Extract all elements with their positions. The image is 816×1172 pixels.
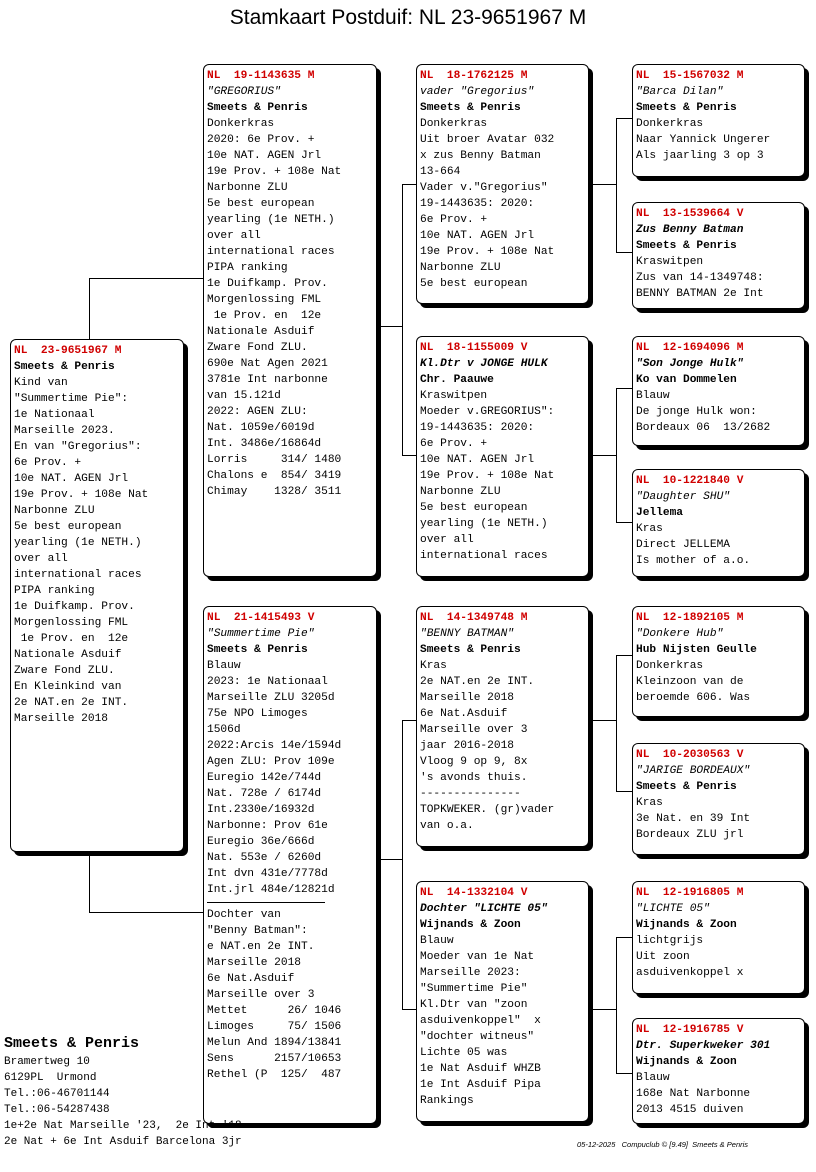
card-line: 3781e Int narbonne: [207, 374, 328, 386]
connector: [616, 252, 632, 253]
card-line: Kras: [636, 523, 663, 535]
card-line: Int. 3486e/16864d: [207, 438, 322, 450]
card-owner: Smeets & Penris: [636, 781, 737, 793]
card-owner: Jellema: [636, 507, 683, 519]
card-line: x zus Benny Batman: [420, 150, 541, 162]
pigeon-name: Kl.Dtr v JONGE HULK: [420, 358, 548, 370]
card-line: 2013 4515 duiven: [636, 1104, 744, 1116]
card-line: Sens 2157/10653: [207, 1053, 342, 1065]
card-line: Kleinzoon van de: [636, 676, 744, 688]
card-line: 1e Nationaal: [14, 409, 95, 421]
ring-number: NL 18-1155009 V: [420, 342, 528, 354]
connector: [589, 1009, 617, 1010]
card-line: 2022: AGEN ZLU:: [207, 406, 308, 418]
card-line: Agen ZLU: Prov 109e: [207, 756, 335, 768]
card-line: 5e best european: [207, 198, 315, 210]
connector: [616, 522, 632, 523]
card-line: international races: [420, 550, 548, 562]
card-line: Morgenlossing FML: [207, 294, 322, 306]
card-line: Vloog 9 op 9, 8x: [420, 756, 528, 768]
card-line: Kras: [636, 797, 663, 809]
card-line: Moeder v.GREGORIUS":: [420, 406, 555, 418]
card-line: Chimay 1328/ 3511: [207, 486, 342, 498]
card-line: Marseille 2018: [207, 957, 301, 969]
connector: [377, 326, 403, 327]
card-line: over all: [420, 534, 474, 546]
card-line: Uit zoon: [636, 951, 690, 963]
card-line: 5e best european: [14, 521, 122, 533]
card-line: Mettet 26/ 1046: [207, 1005, 342, 1017]
ring-number: NL 10-2030563 V: [636, 749, 744, 761]
card-line: 10e NAT. AGEN Jrl: [420, 230, 535, 242]
pigeon-card-mother-mother[interactable]: [416, 881, 589, 1122]
card-line: Kras: [420, 660, 447, 672]
card-line: yearling (1e NETH.): [420, 518, 548, 530]
card-line: 's avonds thuis.: [420, 772, 528, 784]
card-line: Zware Fond ZLU.: [14, 665, 115, 677]
card-line: Zus van 14-1349748:: [636, 272, 764, 284]
card-line: 6e Nat.Asduif: [420, 708, 508, 720]
ring-number: NL 14-1349748 M: [420, 612, 528, 624]
card-line: Nationale Asduif: [207, 326, 315, 338]
card-line: asduivenkoppel x: [636, 967, 744, 979]
card-line: international races: [207, 246, 335, 258]
page-title: Stamkaart Postduif: NL 23-9651967 M: [229, 6, 587, 29]
pigeon-name: vader "Gregorius": [420, 86, 535, 98]
card-line: Donkerkras: [207, 118, 275, 130]
connector: [616, 1073, 632, 1074]
card-line: Narbonne ZLU: [14, 505, 95, 517]
connector: [402, 1009, 416, 1010]
card-owner: Hub Nijsten Geulle: [636, 644, 757, 656]
ring-number: NL 12-1892105 M: [636, 612, 744, 624]
breeder-line: Tel.:06-46701144: [4, 1088, 110, 1100]
connector: [616, 655, 632, 656]
card-line: Marseille 2018: [14, 713, 108, 725]
pigeon-name: "Daughter SHU": [636, 491, 730, 503]
card-line: PIPA ranking: [207, 262, 288, 274]
footer-credit: 05-12-2025 Compuclub © [9.49] Smeets & Penris: [577, 1140, 749, 1149]
card-line: TOPKWEKER. (gr)vader: [420, 804, 555, 816]
card-line: Limoges 75/ 1506: [207, 1021, 342, 1033]
connector: [616, 388, 632, 389]
card-line: Blauw: [636, 1072, 670, 1084]
pigeon-card-mfm[interactable]: [632, 743, 805, 855]
pigeon-card-mmm[interactable]: [632, 1018, 805, 1124]
card-line: 10e NAT. AGEN Jrl: [14, 473, 129, 485]
pigeon-name: "LICHTE 05": [636, 903, 710, 915]
card-line: 1506d: [207, 724, 241, 736]
card-owner: Smeets & Penris: [636, 102, 737, 114]
breeder-line: Bramertweg 10: [4, 1056, 90, 1068]
pigeon-card-mff[interactable]: [632, 606, 805, 717]
card-line: yearling (1e NETH.): [207, 214, 335, 226]
card-line: Blauw: [420, 935, 454, 947]
breeder-name: Smeets & Penris: [4, 1035, 140, 1052]
card-line: 5e best european: [420, 502, 528, 514]
card-line: Kind van: [14, 377, 68, 389]
card-line: Donkerkras: [420, 118, 488, 130]
card-line: Rethel (P 125/ 487: [207, 1069, 342, 1081]
card-line: Uit broer Avatar 032: [420, 134, 555, 146]
card-line: Marseille 2023.: [14, 425, 115, 437]
card-line: "dochter witneus": [420, 1031, 535, 1043]
pigeon-name: "BENNY BATMAN": [420, 628, 514, 640]
card-line: 6e Prov. +: [14, 457, 82, 469]
card-owner: Ko van Dommelen: [636, 374, 737, 386]
card-line: Euregio 36e/666d: [207, 836, 315, 848]
card-line: ---------------: [420, 788, 521, 800]
pigeon-card-fff[interactable]: [632, 64, 805, 177]
divider: [207, 902, 325, 903]
breeder-line: Tel.:06-54287438: [4, 1104, 110, 1116]
connector: [402, 184, 416, 185]
card-line: 1e Duifkamp. Prov.: [14, 601, 135, 613]
connector: [589, 455, 617, 456]
card-line: Marseille 2023:: [420, 967, 521, 979]
card-line: e NAT.en 2e INT.: [207, 941, 315, 953]
card-line: 6e Nat.Asduif: [207, 973, 295, 985]
connector: [402, 184, 403, 456]
connector: [589, 184, 617, 185]
card-line: Is mother of a.o.: [636, 555, 751, 567]
connector: [402, 455, 416, 456]
card-line: 6e Prov. +: [420, 438, 488, 450]
connector: [616, 118, 617, 253]
pigeon-name: "Summertime Pie": [207, 628, 315, 640]
ring-number: NL 18-1762125 M: [420, 70, 528, 82]
card-line: BENNY BATMAN 2e Int: [636, 288, 764, 300]
card-line: Vader v."Gregorius": [420, 182, 548, 194]
connector: [89, 912, 203, 913]
card-line: 2022:Arcis 14e/1594d: [207, 740, 342, 752]
card-owner: Smeets & Penris: [207, 102, 308, 114]
card-line: jaar 2016-2018: [420, 740, 514, 752]
card-line: Donkerkras: [636, 118, 704, 130]
card-line: Nat. 553e / 6260d: [207, 852, 322, 864]
pigeon-name: Dochter "LICHTE 05": [420, 903, 548, 915]
connector: [377, 859, 403, 860]
card-line: 13-664: [420, 166, 461, 178]
pigeon-card-father-father[interactable]: [416, 64, 589, 304]
card-line: 1e Prov. en 12e: [207, 310, 322, 322]
card-line: 1e Nat Asduif WHZB: [420, 1063, 541, 1075]
card-line: Narbonne ZLU: [420, 486, 501, 498]
card-line: international races: [14, 569, 142, 581]
card-line: over all: [207, 230, 261, 242]
card-line: Chalons e 854/ 3419: [207, 470, 342, 482]
ring-number: NL 12-1916785 V: [636, 1024, 744, 1036]
connector: [616, 937, 632, 938]
card-line: "Summertime Pie":: [14, 393, 129, 405]
ring-number: NL 19-1143635 M: [207, 70, 315, 82]
card-line: Kraswitpen: [420, 390, 488, 402]
card-line: over all: [14, 553, 68, 565]
pigeon-name: "Barca Dilan": [636, 86, 724, 98]
card-line: van 15.121d: [207, 390, 281, 402]
card-owner: Wijnands & Zoon: [636, 1056, 737, 1068]
card-line: 19e Prov. + 108e Nat: [14, 489, 149, 501]
pigeon-name: Dtr. Superkweker 301: [636, 1040, 771, 1052]
card-line: Direct JELLEMA: [636, 539, 730, 551]
card-line: Morgenlossing FML: [14, 617, 129, 629]
breeder-info: [4, 1034, 242, 1150]
card-line: 3e Nat. en 39 Int: [636, 813, 751, 825]
card-line: Bordeaux 06 13/2682: [636, 422, 771, 434]
card-line: 690e Nat Agen 2021: [207, 358, 328, 370]
card-line: "Benny Batman":: [207, 925, 308, 937]
connector: [589, 720, 617, 721]
card-line: Kraswitpen: [636, 256, 704, 268]
card-line: 10e NAT. AGEN Jrl: [207, 150, 322, 162]
ring-number: NL 21-1415493 V: [207, 612, 315, 624]
ring-number: NL 12-1694096 M: [636, 342, 744, 354]
card-line: Int dvn 431e/7778d: [207, 868, 328, 880]
card-line: Naar Yannick Ungerer: [636, 134, 771, 146]
card-owner: Smeets & Penris: [420, 102, 521, 114]
card-line: Kl.Dtr van "zoon: [420, 999, 528, 1011]
card-line: Euregio 142e/744d: [207, 772, 322, 784]
card-line: 1e Prov. en 12e: [14, 633, 129, 645]
card-line: 6e Prov. +: [420, 214, 488, 226]
breeder-line: 1e+2e Nat Marseille '23, 2e Int.'18: [4, 1120, 242, 1132]
card-line: 10e NAT. AGEN Jrl: [420, 454, 535, 466]
card-line: Marseille ZLU 3205d: [207, 692, 335, 704]
pigeon-name: "JARIGE BORDEAUX": [636, 765, 751, 777]
breeder-line: 6129PL Urmond: [4, 1072, 97, 1084]
card-line: 2e NAT.en 2e INT.: [420, 676, 535, 688]
pigeon-card-mother-father[interactable]: [416, 606, 589, 847]
card-line: Rankings: [420, 1095, 474, 1107]
card-line: En van "Gregorius":: [14, 441, 142, 453]
card-line: Lorris 314/ 1480: [207, 454, 342, 466]
pigeon-name: "GREGORIUS": [207, 86, 281, 98]
card-owner: Smeets & Penris: [636, 240, 737, 252]
pigeon-card-fmf[interactable]: [632, 336, 805, 446]
connector: [89, 278, 90, 340]
card-line: Marseille over 3: [207, 989, 315, 1001]
card-line: De jonge Hulk won:: [636, 406, 757, 418]
card-line: 19-1443635: 2020:: [420, 198, 535, 210]
card-line: 2023: 1e Nationaal: [207, 676, 328, 688]
connector: [616, 937, 617, 1074]
card-line: 1e Duifkamp. Prov.: [207, 278, 328, 290]
pigeon-name: Zus Benny Batman: [636, 224, 744, 236]
card-line: van o.a.: [420, 820, 474, 832]
breeder-line: 2e Nat + 6e Int Asduif Barcelona 3jr: [4, 1136, 242, 1148]
pigeon-card-subject[interactable]: [10, 339, 184, 852]
card-line: PIPA ranking: [14, 585, 95, 597]
card-line: 75e NPO Limoges: [207, 708, 308, 720]
connector: [616, 388, 617, 523]
card-line: Bordeaux ZLU jrl: [636, 829, 744, 841]
card-owner: Chr. Paauwe: [420, 374, 494, 386]
card-line: 2020: 6e Prov. +: [207, 134, 315, 146]
card-line: lichtgrijs: [636, 935, 704, 947]
card-line: 5e best european: [420, 278, 528, 290]
card-line: Moeder van 1e Nat: [420, 951, 535, 963]
connector: [616, 118, 632, 119]
card-line: yearling (1e NETH.): [14, 537, 142, 549]
card-line: Blauw: [207, 660, 241, 672]
card-line: Nat. 1059e/6019d: [207, 422, 315, 434]
card-owner: Smeets & Penris: [14, 361, 115, 373]
card-line: 1e Int Asduif Pipa: [420, 1079, 541, 1091]
pigeon-name: "Donkere Hub": [636, 628, 724, 640]
card-line: beroemde 606. Was: [636, 692, 751, 704]
pigeon-card-father-mother[interactable]: [416, 336, 589, 577]
card-line: Donkerkras: [636, 660, 704, 672]
card-line: 19e Prov. + 108e Nat: [420, 246, 555, 258]
connector: [616, 791, 632, 792]
connector: [89, 852, 90, 912]
ring-number: NL 14-1332104 V: [420, 887, 528, 899]
card-line: Dochter van: [207, 909, 281, 921]
connector: [616, 655, 617, 792]
card-line: Int.2330e/16932d: [207, 804, 315, 816]
connector: [402, 720, 403, 1010]
card-line: Als jaarling 3 op 3: [636, 150, 764, 162]
pigeon-name: "Son Jonge Hulk": [636, 358, 744, 370]
card-line: Zware Fond ZLU.: [207, 342, 308, 354]
card-owner: Wijnands & Zoon: [420, 919, 521, 931]
card-line: Melun And 1894/13841: [207, 1037, 342, 1049]
card-line: Blauw: [636, 390, 670, 402]
ring-number: NL 15-1567032 M: [636, 70, 744, 82]
pigeon-card-mmf[interactable]: [632, 881, 805, 994]
card-line: Narbonne ZLU: [420, 262, 501, 274]
card-line: 168e Nat Narbonne: [636, 1088, 751, 1100]
card-line: 19-1443635: 2020:: [420, 422, 535, 434]
pigeon-card-fmm[interactable]: [632, 469, 805, 577]
pigeon-card-ffm[interactable]: [632, 202, 805, 309]
ring-number: NL 23-9651967 M: [14, 345, 122, 357]
card-line: Marseille 2018: [420, 692, 514, 704]
connector: [89, 278, 203, 279]
card-line: Narbonne ZLU: [207, 182, 288, 194]
card-owner: Smeets & Penris: [420, 644, 521, 656]
connector: [402, 720, 416, 721]
card-line: 19e Prov. + 108e Nat: [207, 166, 342, 178]
card-line: 2e NAT.en 2e INT.: [14, 697, 129, 709]
ring-number: NL 13-1539664 V: [636, 208, 744, 220]
card-line: Int.jrl 484e/12821d: [207, 884, 335, 896]
card-line: Nationale Asduif: [14, 649, 122, 661]
card-line: asduivenkoppel" x: [420, 1015, 541, 1027]
ring-number: NL 10-1221840 V: [636, 475, 744, 487]
card-line: Narbonne: Prov 61e: [207, 820, 328, 832]
card-line: Marseille over 3: [420, 724, 528, 736]
card-line: Lichte 05 was: [420, 1047, 508, 1059]
card-line: 19e Prov. + 108e Nat: [420, 470, 555, 482]
card-line: "Summertime Pie": [420, 983, 528, 995]
card-owner: Wijnands & Zoon: [636, 919, 737, 931]
pigeon-card-father[interactable]: [203, 64, 377, 577]
card-line: En Kleinkind van: [14, 681, 122, 693]
card-owner: Smeets & Penris: [207, 644, 308, 656]
ring-number: NL 12-1916805 M: [636, 887, 744, 899]
card-line: Nat. 728e / 6174d: [207, 788, 322, 800]
